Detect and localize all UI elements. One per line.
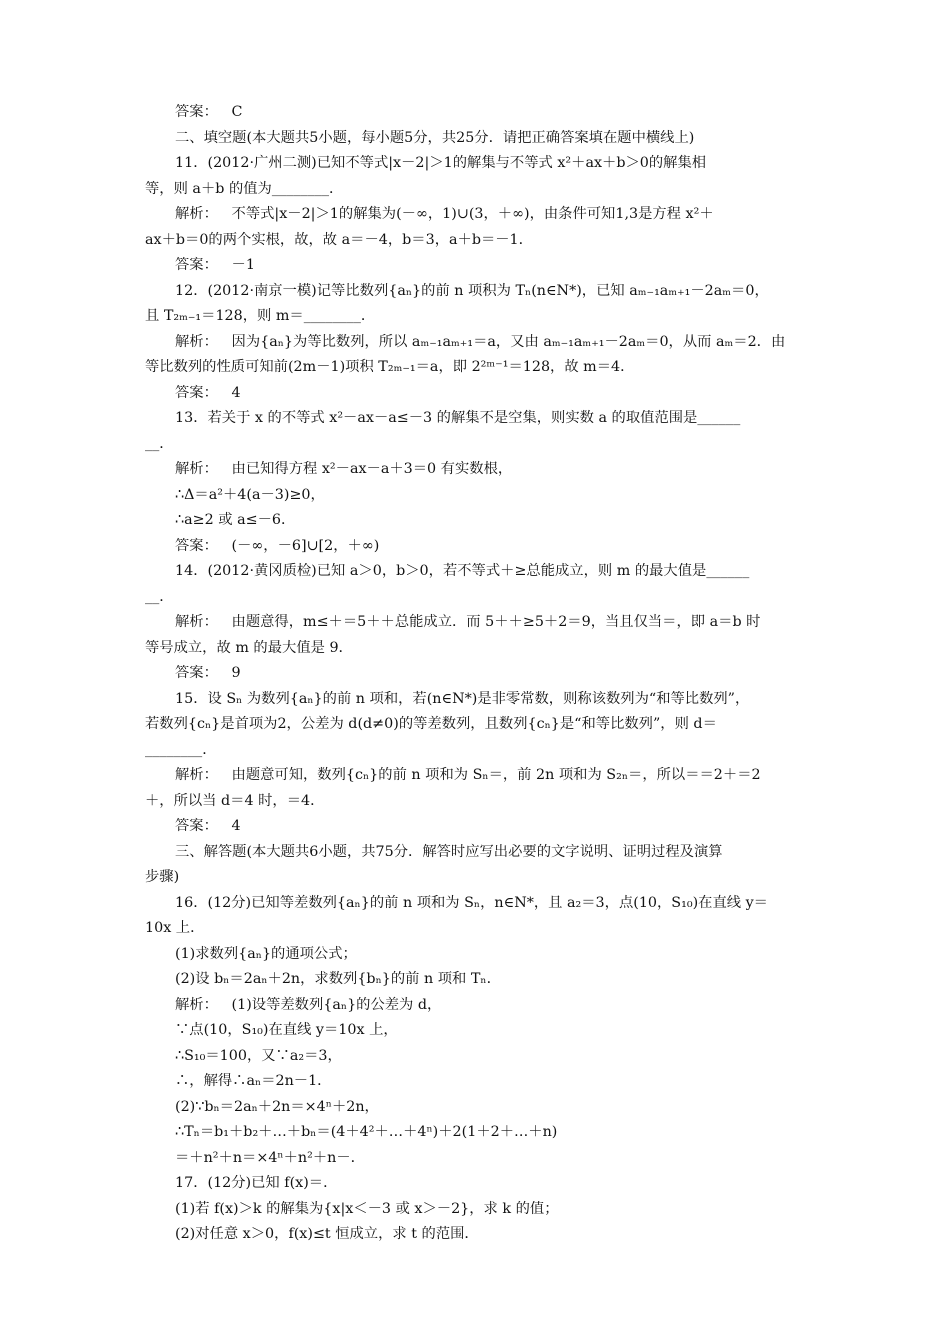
text-line: ＝＋n²＋n＝×4ⁿ＋n²＋n－． xyxy=(175,1149,365,1166)
text-line: 答案： －1 xyxy=(175,257,255,273)
text-line: 14．(2012·黄冈质检)已知 a＞0，b＞0，若不等式＋≥总能成立，则 m 的最大值是______ xyxy=(175,563,750,579)
text-line: 若数列{cₙ}是首项为2，公差为 d(d≠0)的等差数列，且数列{cₙ}是“和等比数列”，则 d＝ xyxy=(145,716,717,732)
text-line: 三、解答题(本大题共6小题，共75分．解答时应写出必要的文字说明、证明过程及演算 xyxy=(175,843,723,860)
text-line: (1)若 f(x)＞k 的解集为{x|x＜－3 或 x＞－2}，求 k 的值； xyxy=(175,1200,559,1217)
text-line: ∴，解得∴aₙ＝2n－1． xyxy=(175,1073,332,1089)
text-line: (2)设 bₙ＝2aₙ＋2n，求数列{bₙ}的前 n 项和 Tₙ． xyxy=(175,971,501,987)
text-line: 解析： (1)设等差数列{aₙ}的公差为 d， xyxy=(175,996,442,1013)
text-line: __． xyxy=(145,435,174,452)
text-line: ax＋b＝0的两个实根，故，故 a＝－4，b＝3，a＋b＝－1． xyxy=(145,231,533,248)
text-line: 12．(2012·南京一模)记等比数列{aₙ}的前 n 项积为 Tₙ(n∈N*)，已知 aₘ₋₁aₘ₊₁－2aₘ＝0， xyxy=(175,282,769,299)
text-line: 答案： C xyxy=(175,104,243,120)
text-line: 解析： 由题意可知，数列{cₙ}的前 n 项和为 Sₙ＝，前 2n 项和为 S₂ₙ＝，所以＝＝2＋＝2 xyxy=(175,767,761,783)
text-line: 答案： 9 xyxy=(175,665,241,681)
text-line: ∴a≥2 或 a≤－6． xyxy=(175,512,296,528)
text-line: 17．(12分)已知 f(x)＝． xyxy=(175,1175,338,1191)
text-line: 等号成立，故 m 的最大值是 9． xyxy=(145,639,353,656)
text-line: ∴Δ＝a²＋4(a－3)≥0， xyxy=(175,486,325,503)
text-line: 11．(2012·广州二测)已知不等式|x－2|＞1的解集与不等式 x²＋ax＋b＞0的解集相 xyxy=(175,155,707,171)
text-line: __． xyxy=(145,588,174,605)
text-line: 答案： (－∞，－6]∪[2，＋∞) xyxy=(175,537,380,554)
text-line: (2)∵bₙ＝2aₙ＋2n＝×4ⁿ＋2n， xyxy=(175,1098,379,1115)
text-line: 步骤) xyxy=(145,869,180,885)
text-line: 16．(12分)已知等差数列{aₙ}的前 n 项和为 Sₙ，n∈N*，且 a₂＝3，点(10，S₁₀)在直线 y＝ xyxy=(175,894,768,911)
text-line: 10x 上． xyxy=(145,920,205,936)
text-line: 且 T₂ₘ₋₁＝128，则 m＝________． xyxy=(145,308,376,324)
text-line: ________． xyxy=(145,741,217,758)
text-line: ∴S₁₀＝100，又∵a₂＝3， xyxy=(175,1047,342,1064)
text-line: 等比数列的性质可知前(2m－1)项积 T₂ₘ₋₁＝a，即 2²ᵐ⁻¹＝128，故 m＝4． xyxy=(145,359,635,375)
text-line: 解析： 因为{aₙ}为等比数列，所以 aₘ₋₁aₘ₊₁＝a，又由 aₘ₋₁aₘ₊₁－2aₘ＝0，从而 aₘ＝2．由 xyxy=(175,333,786,350)
text-line: 等，则 a＋b 的值为________． xyxy=(145,180,344,197)
text-line: ∵点(10，S₁₀)在直线 y＝10x 上， xyxy=(175,1022,398,1038)
text-line: 二、填空题(本大题共5小题，每小题5分，共25分．请把正确答案填在题中横线上) xyxy=(175,129,695,146)
document-page xyxy=(145,100,815,1248)
text-line: (1)求数列{aₙ}的通项公式； xyxy=(175,945,357,962)
text-line: 解析： 不等式|x－2|＞1的解集为(－∞，1)∪(3，＋∞)，由条件可知1,3是方程 x²＋ xyxy=(175,206,714,222)
text-line: 答案： 4 xyxy=(175,818,241,834)
text-line: 15．设 Sₙ 为数列{aₙ}的前 n 项和，若(n∈N*)是非零常数，则称该数列为“和等比数列”， xyxy=(175,690,750,707)
text-line: ＋，所以当 d＝4 时，＝4． xyxy=(145,792,325,809)
text-line: (2)对任意 x＞0，f(x)≤t 恒成立，求 t 的范围． xyxy=(175,1226,479,1242)
text-line: 解析： 由题意得，m≤＋＝5＋＋总能成立．而 5＋＋≥5＋2＝9，当且仅当＝，即 a＝b 时 xyxy=(175,614,761,630)
text-line: 13．若关于 x 的不等式 x²－ax－a≤－3 的解集不是空集，则实数 a 的取值范围是______ xyxy=(175,410,741,426)
text-line: ∴Tₙ＝b₁＋b₂＋…＋bₙ＝(4＋4²＋…＋4ⁿ)＋2(1＋2＋…＋n) xyxy=(175,1124,558,1140)
text-line: 答案： 4 xyxy=(175,384,241,401)
text-line: 解析： 由已知得方程 x²－ax－a＋3＝0 有实数根， xyxy=(175,461,513,477)
